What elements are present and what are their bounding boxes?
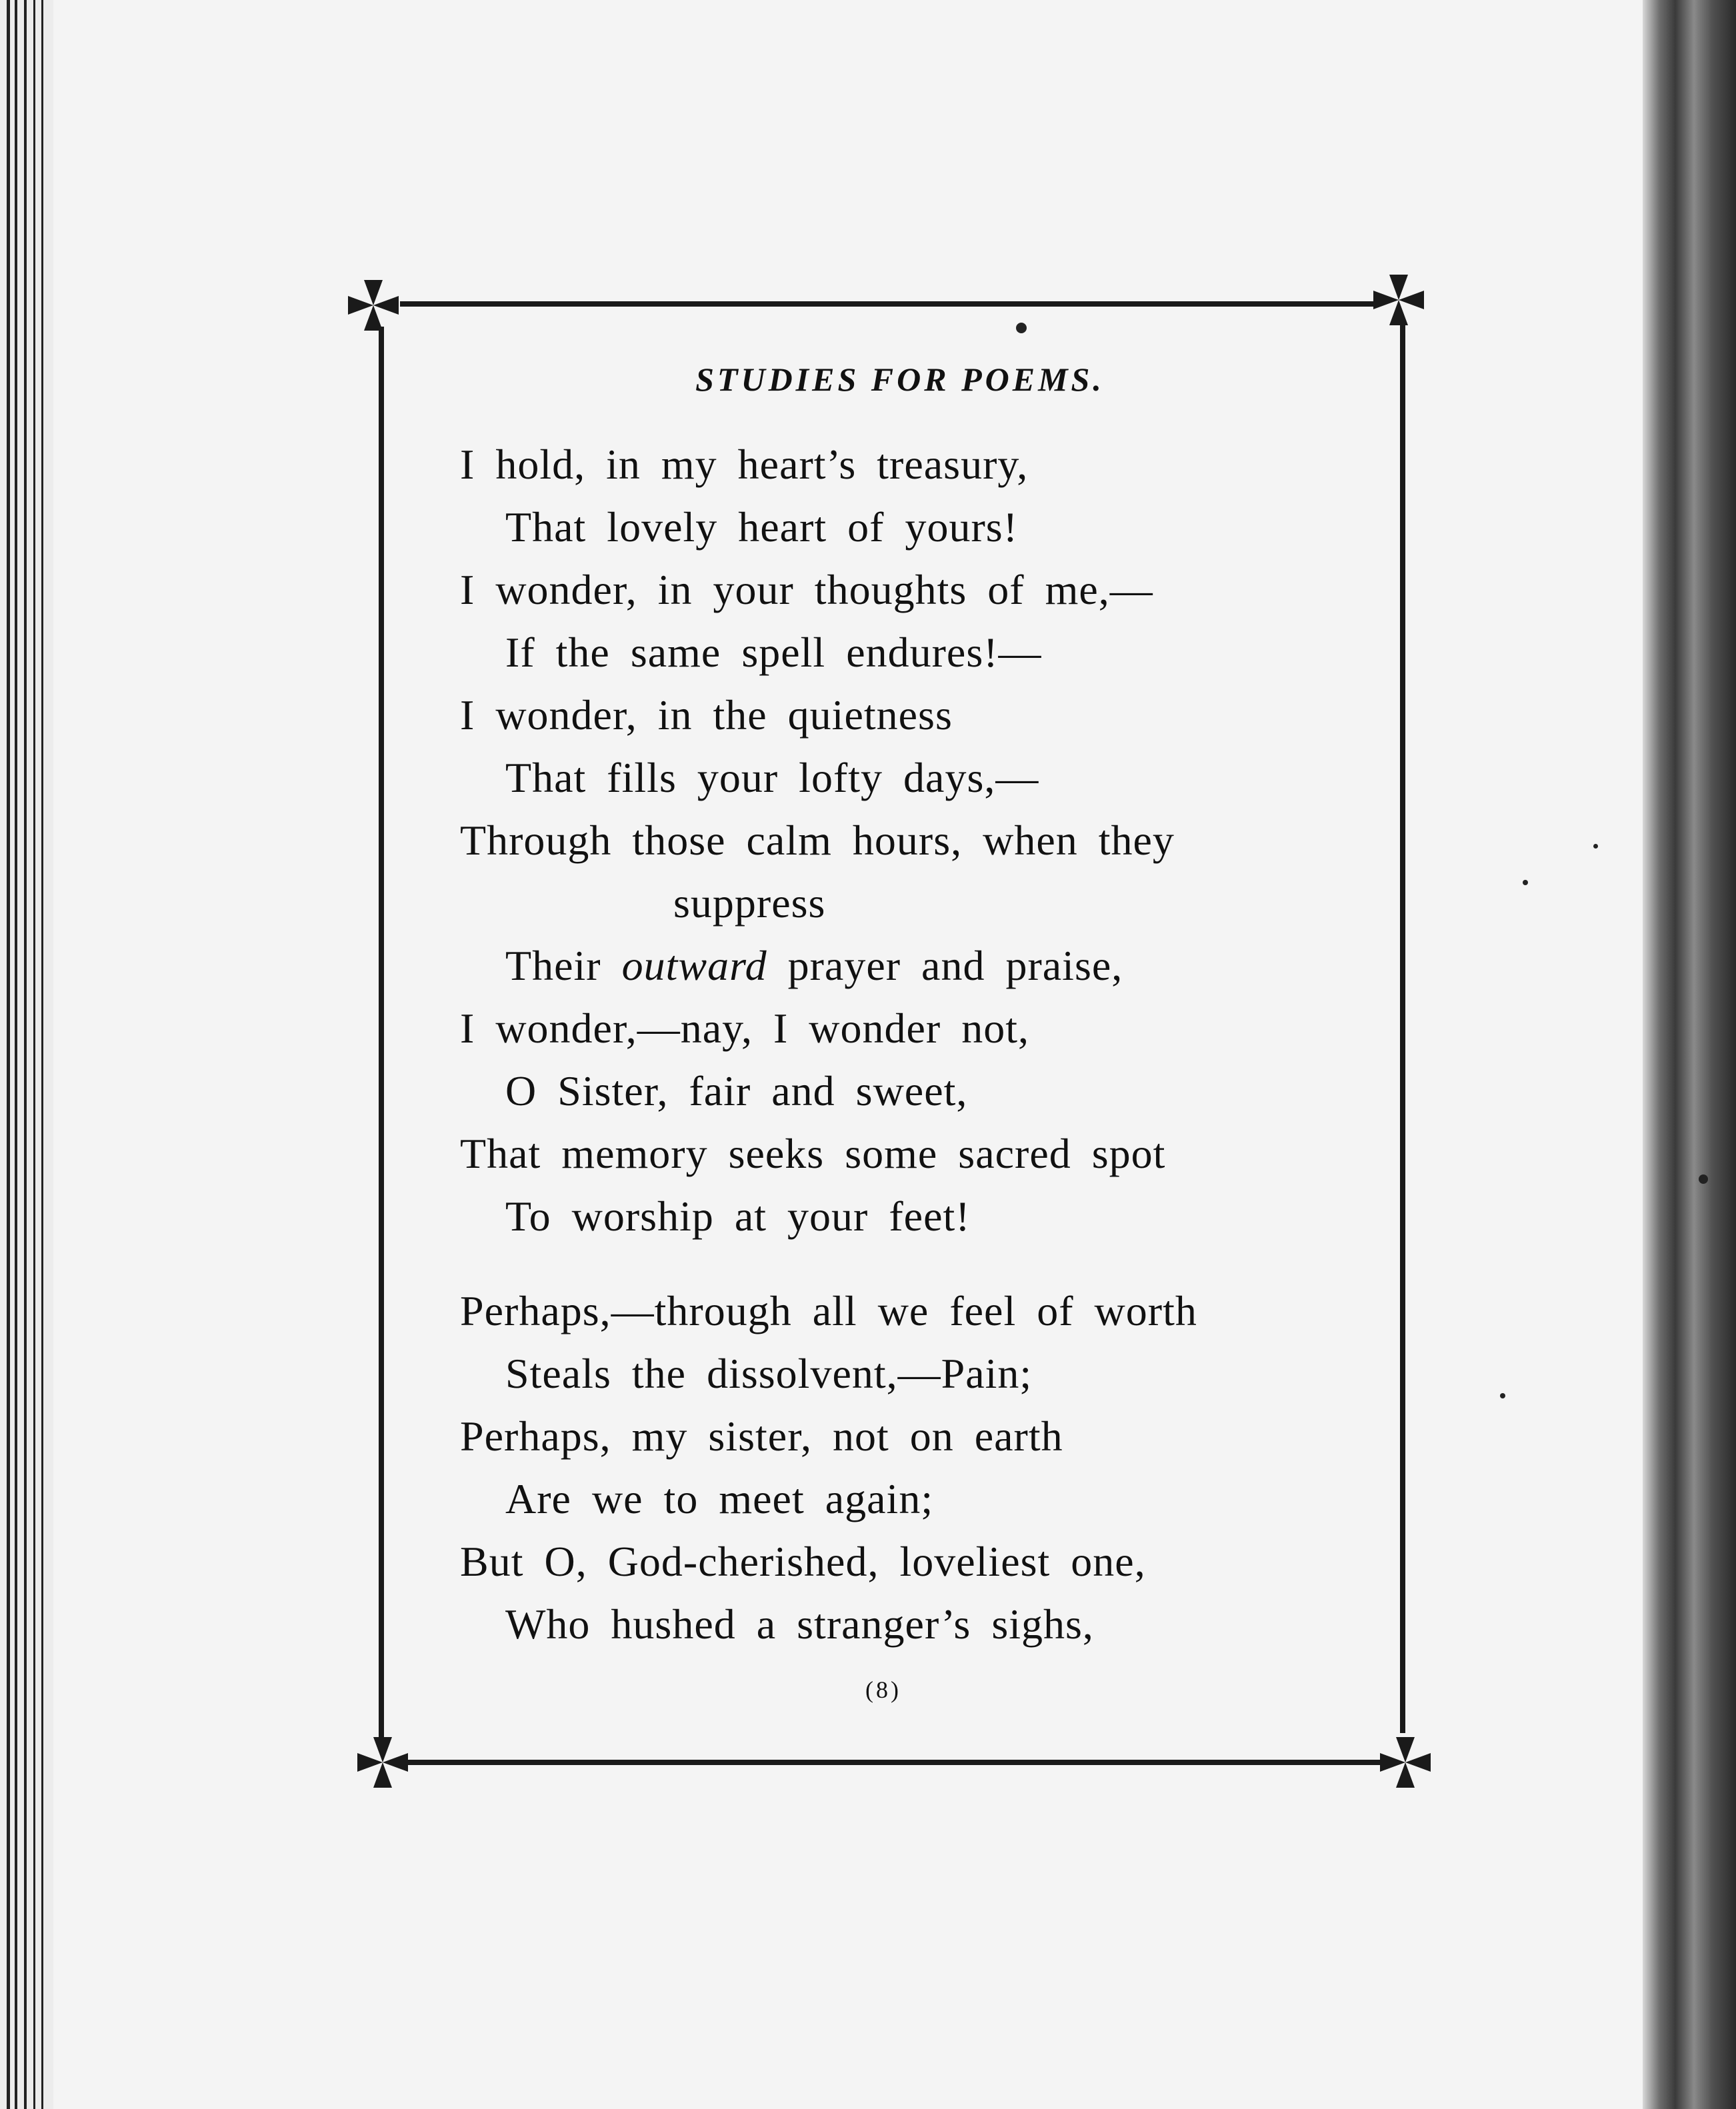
poem-line: I wonder, in your thoughts of me,— bbox=[460, 566, 1153, 613]
poem-line: suppress bbox=[673, 879, 826, 927]
poem-line: I wonder, in the quietness bbox=[460, 691, 953, 739]
poem-line: Perhaps, my sister, not on earth bbox=[460, 1412, 1063, 1460]
maltese-cross-icon bbox=[1372, 273, 1425, 327]
poem-line: That memory seeks some sacred spot bbox=[460, 1130, 1166, 1177]
poem-line: Their outward prayer and praise, bbox=[505, 942, 1123, 989]
poem-line: To worship at your feet! bbox=[505, 1192, 971, 1240]
page-heading: STUDIES FOR POEMS. bbox=[695, 361, 1105, 398]
ink-speck bbox=[1500, 1393, 1505, 1398]
maltese-cross-icon bbox=[356, 1736, 409, 1789]
poem-line: That lovely heart of yours! bbox=[505, 503, 1018, 551]
page-number: (8) bbox=[865, 1676, 901, 1703]
poem-line: But O, God-cherished, loveliest one, bbox=[460, 1538, 1146, 1585]
ink-speck bbox=[1016, 323, 1027, 333]
poem-line: I wonder,—nay, I wonder not, bbox=[460, 1005, 1029, 1052]
binding-shadow bbox=[1643, 0, 1736, 2109]
border-right bbox=[1400, 320, 1405, 1733]
poem-line: If the same spell endures!— bbox=[505, 629, 1042, 676]
border-top bbox=[400, 301, 1380, 307]
poem-line: Through those calm hours, when they bbox=[460, 817, 1175, 864]
ink-speck bbox=[1523, 880, 1528, 885]
poem-line: That fills your lofty days,— bbox=[505, 754, 1039, 801]
poem-line: I hold, in my heart’s treasury, bbox=[460, 441, 1029, 488]
ink-speck bbox=[1699, 1174, 1708, 1184]
border-left bbox=[379, 327, 384, 1740]
poem-line: Are we to meet again; bbox=[505, 1475, 934, 1522]
poem-line: O Sister, fair and sweet, bbox=[505, 1067, 968, 1114]
maltese-cross-icon bbox=[347, 279, 400, 332]
poem-line: Who hushed a stranger’s sighs, bbox=[505, 1600, 1094, 1648]
border-bottom bbox=[407, 1760, 1393, 1765]
maltese-cross-icon bbox=[1379, 1736, 1432, 1789]
book-page-edge bbox=[0, 0, 53, 2109]
poem-line: Perhaps,—through all we feel of worth bbox=[460, 1287, 1197, 1334]
emphasized-word: outward bbox=[621, 942, 767, 989]
poem-line: Steals the dissolvent,—Pain; bbox=[505, 1350, 1033, 1397]
ink-speck bbox=[1593, 844, 1598, 849]
